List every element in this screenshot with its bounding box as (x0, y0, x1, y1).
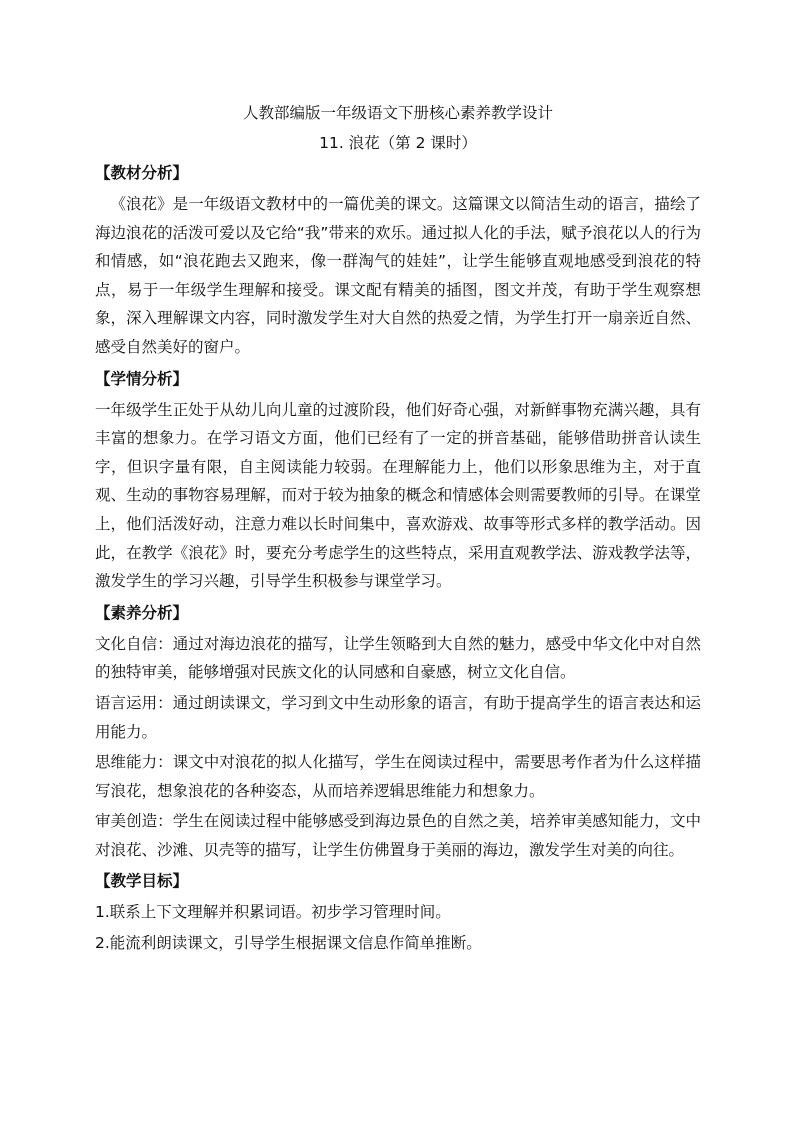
paragraph: 《浪花》是一年级语文教材中的一篇优美的课文。这篇课文以简洁生动的语言，描绘了海边浪花的活泼可爱以及它给“我”带来的欢乐。通过拟人化的手法，赋予浪花以人的行为和情感，如“浪花跑去又跑来，像一群淘气的娃娃”，让学生能够直观地感受到浪花的特点，易于一年级学生理解和接受。课文配有精美的插图，图文并茂，有助于学生观察想象，深入理解课文内容，同时激发学生对大自然的热爱之情，为学生打开一扇亲近自然、感受自然美好的窗户。 (95, 195, 701, 356)
section-heading: 【素养分析】 (95, 603, 189, 622)
paragraph-language-use: 语言运用：通过朗读课文，学习到文中生动形象的语言，有助于提高学生的语言表达和运用能力。 (95, 693, 701, 741)
paragraph-aesthetic-creation: 审美创造：学生在阅读过程中能够感受到海边景色的自然之美，培养审美感知能力，文中对浪花、沙滩、贝壳等的描写，让学生仿佛置身于美丽的海边，激发学生对美的向往。 (95, 812, 701, 859)
goal-item: 2.能流利朗读课文，引导学生根据课文信息作简单推断。 (95, 934, 482, 953)
document-body (95, 100, 701, 958)
section-textbook-analysis (95, 160, 701, 362)
lesson-title: 11. 浪花（第 2 课时） (319, 134, 477, 152)
paragraph-cultural-confidence: 文化自信：通过对海边浪花的描写，让学生领略到大自然的魅力，感受中华文化中对自然的独特审美，能够增强对民族文化的认同感和自豪感，树立文化自信。 (95, 634, 701, 682)
paragraph: 一年级学生正处于从幼儿向儿童的过渡阶段，他们好奇心强，对新鲜事物充满兴趣，具有丰富的想象力。在学习语文方面，他们已经有了一定的拼音基础，能够借助拼音认读生字，但识字量有限，自主阅读能力较弱。在理解能力上，他们以形象思维为主，对于直观、生动的事物容易理解，而对于较为抽象的概念和情感体会则需要教师的引导。在课堂上，他们活泼好动，注意力难以长时间集中，喜欢游戏、故事等形式多样的教学活动。因此，在教学《浪花》时，要充分考虑学生的这些特点，采用直观教学法、游戏教学法等，激发学生的学习兴趣，引导学生积极参与课堂学习。 (95, 400, 701, 591)
section-heading: 【教学目标】 (95, 872, 189, 891)
goal-item: 1.联系上下文理解并积累词语。初步学习管理时间。 (95, 903, 451, 922)
document-title: 人教部编版一年级语文下册核心素养教学设计 (242, 104, 553, 122)
section-literacy-analysis (95, 600, 701, 865)
section-teaching-goals (95, 868, 701, 957)
section-heading: 【学情分析】 (95, 369, 189, 388)
section-heading: 【教材分析】 (95, 164, 189, 182)
section-student-analysis (95, 366, 701, 596)
paragraph-thinking-ability: 思维能力：课文中对浪花的拟人化描写，学生在阅读过程中，需要思考作者为什么这样描写浪花，想象浪花的各种姿态，从而培养逻辑思维能力和想象力。 (95, 753, 701, 800)
